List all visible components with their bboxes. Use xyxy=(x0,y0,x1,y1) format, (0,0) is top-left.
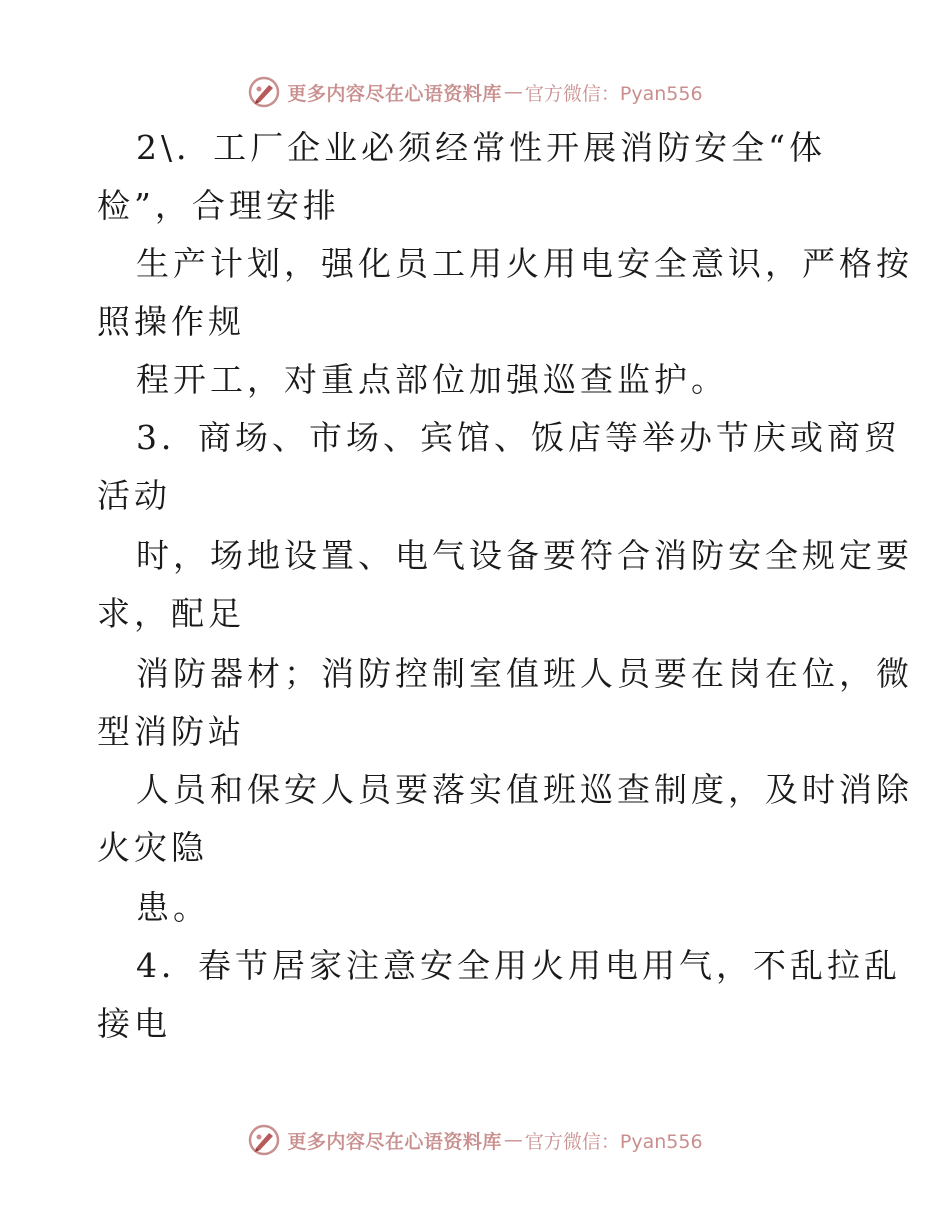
text-line: 求，配足 xyxy=(97,594,245,633)
text-line: 3．商场、市场、宾馆、饭店等举办节庆或商贸 xyxy=(136,418,901,457)
header-banner-separator: — xyxy=(503,81,523,103)
text-line: 火灾隐 xyxy=(97,828,208,867)
text-line: 检”，合理安排 xyxy=(97,186,340,225)
text-line: 2\．工厂企业必须经常性开展消防安全“体 xyxy=(136,128,826,167)
text-line: 活动 xyxy=(97,476,171,515)
footer-banner-text: 更多内容尽在心语资料库 xyxy=(287,1130,502,1153)
text-line: 人员和保安人员要落实值班巡查制度，及时消除 xyxy=(136,770,913,809)
pen-logo-icon xyxy=(247,75,281,109)
text-line: 程开工，对重点部位加强巡查监护。 xyxy=(136,360,728,399)
text-line: 患。 xyxy=(136,888,210,927)
pen-logo-icon xyxy=(247,1123,281,1157)
footer-banner xyxy=(0,1120,950,1160)
text-line: 时，场地设置、电气设备要符合消防安全规定要 xyxy=(136,536,913,575)
text-line: 型消防站 xyxy=(97,712,245,751)
header-banner-account: 官方微信：Pyan556 xyxy=(524,82,703,105)
header-banner-text: 更多内容尽在心语资料库 xyxy=(287,82,502,105)
text-line: 接电 xyxy=(97,1004,171,1043)
footer-banner-account: 官方微信：Pyan556 xyxy=(524,1130,703,1153)
footer-banner-separator: — xyxy=(503,1129,523,1151)
text-line: 生产计划，强化员工用火用电安全意识，严格按 xyxy=(136,244,913,283)
header-banner xyxy=(0,72,950,112)
text-line: 4．春节居家注意安全用火用电用气，不乱拉乱 xyxy=(136,946,901,985)
text-line: 照操作规 xyxy=(97,302,245,341)
text-line: 消防器材；消防控制室值班人员要在岗在位，微 xyxy=(136,654,913,693)
